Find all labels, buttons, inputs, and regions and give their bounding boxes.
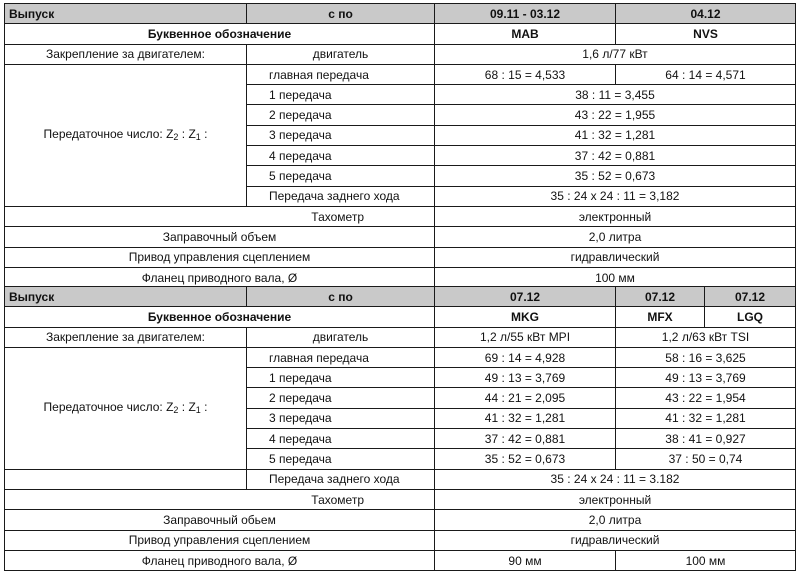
engine-value-a: 1,2 л/55 кВт MPI	[435, 327, 616, 347]
tacho-value: электронный	[435, 489, 796, 509]
ratio-name: 1 передача	[247, 85, 435, 105]
engine-value: 1,6 л/77 кВт	[435, 44, 796, 64]
ratio-name: главная передача	[247, 64, 435, 84]
ratio-name: 5 передача	[247, 449, 435, 469]
gearbox-spec-table-1	[4, 3, 796, 288]
tacho-row	[5, 206, 796, 226]
flange-value: 100 мм	[435, 267, 796, 287]
ratio-name: 2 передача	[247, 388, 435, 408]
reverse-row	[5, 469, 796, 489]
header-period-a: 07.12	[435, 287, 616, 307]
table-header-row	[5, 4, 796, 24]
engine-label: Закрепление за двигателем:	[5, 44, 247, 64]
engine-sub: двигатель	[247, 327, 435, 347]
flange-label: Фланец приводного вала, Ø	[5, 267, 435, 287]
tacho-label: Тахометр	[5, 206, 435, 226]
ratio-value-a: 41 : 32 = 1,281	[435, 408, 616, 428]
code-label: Буквенное обозначение	[5, 307, 435, 327]
ratio-value: 38 : 11 = 3,455	[435, 85, 796, 105]
ratio-value-b: 64 : 14 = 4,571	[616, 64, 796, 84]
ratio-value-b: 43 : 22 = 1,954	[616, 388, 796, 408]
tacho-row	[5, 489, 796, 509]
code-c: LGQ	[705, 307, 796, 327]
header-period-b: 04.12	[616, 4, 796, 24]
ratio-value-a: 68 : 15 = 4,533	[435, 64, 616, 84]
header-period-a: 09.11 - 03.12	[435, 4, 616, 24]
gearbox-spec-table-2	[4, 286, 796, 571]
fill-label: Заправочный объем	[5, 227, 435, 247]
table-row	[5, 347, 796, 367]
ratio-value-b: 41 : 32 = 1,281	[616, 408, 796, 428]
clutch-row	[5, 247, 796, 267]
tacho-label: Тахометр	[5, 489, 435, 509]
ratio-value: 37 : 42 = 0,881	[435, 146, 796, 166]
clutch-label: Привод управления сцеплением	[5, 247, 435, 267]
ratio-label: Передаточное число: $Z_2$ : $Z_1$ :	[5, 64, 247, 206]
ratio-value-b: 37 : 50 = 0,74	[616, 449, 796, 469]
code-b: NVS	[616, 24, 796, 44]
ratio-value-a: 69 : 14 = 4,928	[435, 347, 616, 367]
ratio-name: Передача заднего хода	[247, 186, 435, 206]
clutch-value: гидравлический	[435, 530, 796, 550]
code-label: Буквенное обозначение	[5, 24, 435, 44]
ratio-name: 3 передача	[247, 125, 435, 145]
ratio-name: главная передача	[247, 347, 435, 367]
flange-value-a: 90 мм	[435, 550, 616, 570]
engine-value-b: 1,2 л/63 кВт TSI	[616, 327, 796, 347]
ratio-value: 35 : 24 x 24 : 11 = 3,182	[435, 186, 796, 206]
header-from-to: с по	[247, 287, 435, 307]
tacho-value: электронный	[435, 206, 796, 226]
clutch-value: гидравлический	[435, 247, 796, 267]
flange-label: Фланец приводного вала, Ø	[5, 550, 435, 570]
header-period-b: 07.12	[616, 287, 705, 307]
ratio-name: 2 передача	[247, 105, 435, 125]
code-row	[5, 24, 796, 44]
ratio-value-a: 37 : 42 = 0,881	[435, 429, 616, 449]
ratio-name: 4 передача	[247, 429, 435, 449]
engine-label: Закрепление за двигателем:	[5, 327, 247, 347]
flange-row	[5, 267, 796, 287]
code-a: MAB	[435, 24, 616, 44]
fill-value: 2,0 литра	[435, 227, 796, 247]
flange-value-b: 100 мм	[616, 550, 796, 570]
table-header-row	[5, 287, 796, 307]
ratio-value-a: 44 : 21 = 2,095	[435, 388, 616, 408]
engine-row	[5, 44, 796, 64]
header-release: Выпуск	[5, 287, 247, 307]
reverse-value: 35 : 24 x 24 : 11 = 3.182	[435, 469, 796, 489]
ratio-value: 35 : 52 = 0,673	[435, 166, 796, 186]
clutch-row	[5, 530, 796, 550]
ratio-value-a: 35 : 52 = 0,673	[435, 449, 616, 469]
fill-value: 2,0 литра	[435, 510, 796, 530]
ratio-value-b: 38 : 41 = 0,927	[616, 429, 796, 449]
code-a: MKG	[435, 307, 616, 327]
ratio-name: 3 передача	[247, 408, 435, 428]
ratio-value-a: 49 : 13 = 3,769	[435, 368, 616, 388]
fill-row	[5, 510, 796, 530]
fill-label: Заправочный обьем	[5, 510, 435, 530]
reverse-label: Передача заднего хода	[247, 469, 435, 489]
engine-sub: двигатель	[247, 44, 435, 64]
engine-row	[5, 327, 796, 347]
ratio-value: 41 : 32 = 1,281	[435, 125, 796, 145]
ratio-value-b: 49 : 13 = 3,769	[616, 368, 796, 388]
table-row	[5, 64, 796, 84]
ratio-name: 1 передача	[247, 368, 435, 388]
ratio-name: 5 передача	[247, 166, 435, 186]
flange-row	[5, 550, 796, 570]
header-period-c: 07.12	[705, 287, 796, 307]
ratio-label: Передаточное число: $Z_2$ : $Z_1$ :	[5, 347, 247, 469]
ratio-value-b: 58 : 16 = 3,625	[616, 347, 796, 367]
header-from-to: с по	[247, 4, 435, 24]
code-b: MFX	[616, 307, 705, 327]
header-release: Выпуск	[5, 4, 247, 24]
ratio-value: 43 : 22 = 1,955	[435, 105, 796, 125]
fill-row	[5, 227, 796, 247]
reverse-spacer	[5, 469, 247, 489]
clutch-label: Привод управления сцеплением	[5, 530, 435, 550]
code-row	[5, 307, 796, 327]
ratio-name: 4 передача	[247, 146, 435, 166]
